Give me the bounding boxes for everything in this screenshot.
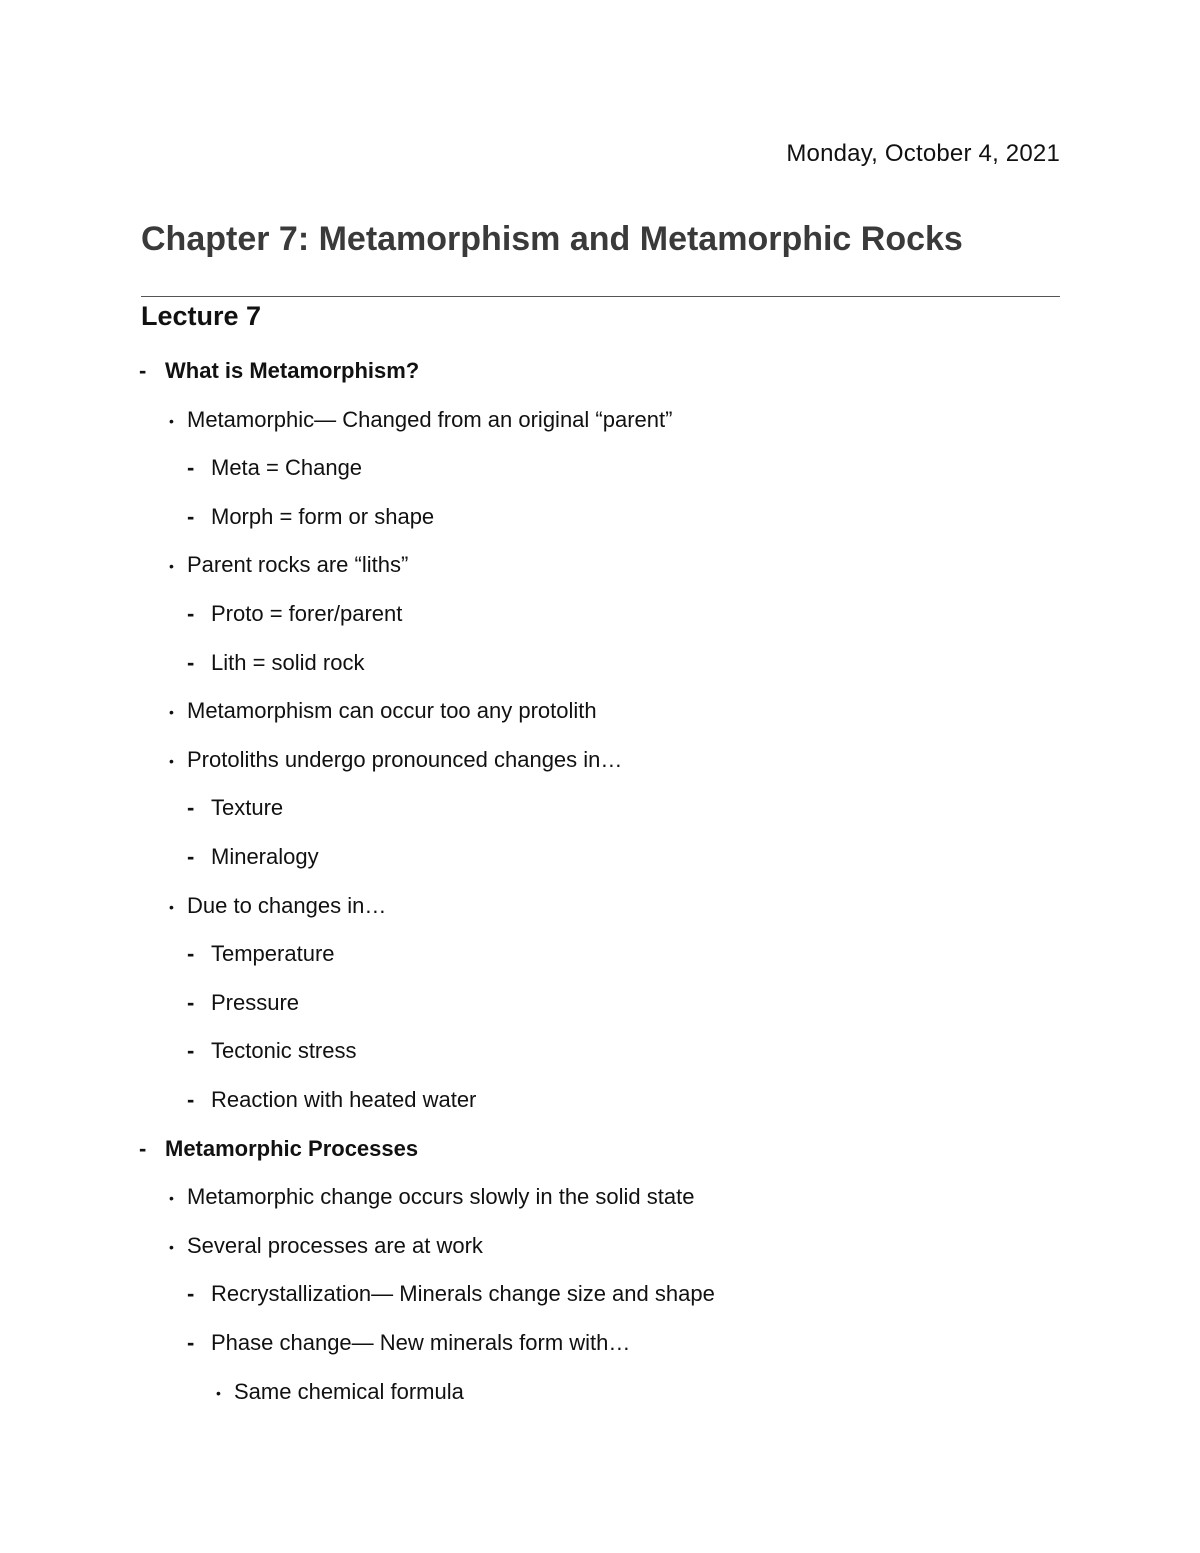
dash-bullet-icon: - bbox=[187, 601, 195, 626]
dot-bullet-icon: • bbox=[169, 1190, 174, 1207]
dot-bullet-icon: • bbox=[169, 752, 174, 769]
dash-bullet-icon: - bbox=[187, 649, 195, 675]
outline-item-text: Texture bbox=[211, 795, 284, 821]
outline-item-level-1 bbox=[169, 698, 597, 724]
outline-item-level-1 bbox=[169, 552, 409, 578]
dot-bullet-icon: • bbox=[169, 558, 174, 575]
dot-bullet-icon: • bbox=[169, 412, 174, 429]
outline-item-text: Metamorphism can occur too any protolith bbox=[187, 698, 597, 724]
outline-item-level-2 bbox=[187, 503, 435, 529]
dot-bullet-icon: • bbox=[169, 704, 174, 721]
outline-item-level-2 bbox=[187, 941, 335, 967]
outline-item-text: Pressure bbox=[211, 989, 300, 1015]
dot-bullet-icon: • bbox=[216, 1384, 221, 1401]
outline-item-text: Morph = form or shape bbox=[211, 503, 435, 529]
outline-item-level-1 bbox=[169, 1184, 695, 1210]
dash-bullet-icon: - bbox=[187, 844, 195, 869]
outline-item-text: Same chemical formula bbox=[234, 1378, 464, 1404]
outline-item-level-2 bbox=[187, 844, 319, 869]
outline-item-text: Recrystallization— Minerals change size and shape bbox=[211, 1281, 715, 1307]
note-date: Monday, October 4, 2021 bbox=[786, 140, 1060, 167]
outline-item-text: Tectonic stress bbox=[211, 1038, 357, 1064]
outline-item-level-0 bbox=[139, 1135, 419, 1161]
dash-bullet-icon: - bbox=[187, 455, 195, 481]
dash-bullet-icon: - bbox=[187, 1330, 195, 1355]
outline-item-text: What is Metamorphism? bbox=[165, 358, 420, 383]
title-divider bbox=[141, 296, 1060, 297]
outline-item-level-0 bbox=[139, 358, 420, 383]
dash-bullet-icon: - bbox=[187, 1281, 195, 1307]
dot-bullet-icon: • bbox=[169, 1238, 174, 1255]
outline-item-text: Parent rocks are “liths” bbox=[187, 552, 409, 578]
outline-item-level-1 bbox=[169, 1232, 483, 1258]
dash-bullet-icon: - bbox=[187, 989, 195, 1015]
dash-bullet-icon: - bbox=[139, 358, 147, 383]
outline-item-text: Temperature bbox=[211, 941, 335, 967]
outline-item-level-2 bbox=[187, 1330, 631, 1355]
dash-bullet-icon: - bbox=[187, 1087, 195, 1112]
outline-item-text: Reaction with heated water bbox=[211, 1087, 477, 1112]
outline-item-level-1 bbox=[169, 892, 387, 918]
outline-item-text: Metamorphic— Changed from an original “parent” bbox=[187, 406, 673, 432]
dot-bullet-icon: • bbox=[169, 898, 174, 915]
page-title: Chapter 7: Metamorphism and Metamorphic Rocks bbox=[141, 220, 963, 258]
outline-item-level-2 bbox=[187, 1281, 715, 1307]
dash-bullet-icon: - bbox=[187, 795, 195, 821]
outline-item-level-2 bbox=[187, 1038, 357, 1064]
outline-item-level-2 bbox=[187, 795, 284, 821]
outline-item-level-1 bbox=[169, 406, 673, 432]
dash-bullet-icon: - bbox=[187, 1038, 195, 1064]
outline-item-text: Metamorphic change occurs slowly in the solid state bbox=[187, 1184, 695, 1210]
outline-item-level-2 bbox=[187, 649, 365, 675]
outline-item-text: Lith = solid rock bbox=[211, 649, 365, 675]
lecture-subtitle: Lecture 7 bbox=[141, 301, 262, 331]
outline-item-level-3 bbox=[216, 1378, 464, 1404]
outline-item-text: Several processes are at work bbox=[187, 1232, 483, 1258]
dash-bullet-icon: - bbox=[187, 503, 195, 529]
outline-item-text: Meta = Change bbox=[211, 455, 363, 481]
dash-bullet-icon: - bbox=[139, 1135, 147, 1161]
outline-item-text: Protoliths undergo pronounced changes in… bbox=[187, 746, 623, 772]
outline-item-text: Due to changes in… bbox=[187, 892, 387, 918]
dash-bullet-icon: - bbox=[187, 941, 195, 967]
outline-item-text: Proto = forer/parent bbox=[211, 601, 403, 626]
outline-item-level-2 bbox=[187, 1087, 477, 1112]
outline-item-level-2 bbox=[187, 455, 363, 481]
outline-item-text: Metamorphic Processes bbox=[165, 1135, 419, 1161]
outline-item-level-1 bbox=[169, 746, 623, 772]
outline-item-level-2 bbox=[187, 601, 403, 626]
outline-item-text: Phase change— New minerals form with… bbox=[211, 1330, 631, 1355]
outline-item-text: Mineralogy bbox=[211, 844, 319, 869]
outline-item-level-2 bbox=[187, 989, 300, 1015]
